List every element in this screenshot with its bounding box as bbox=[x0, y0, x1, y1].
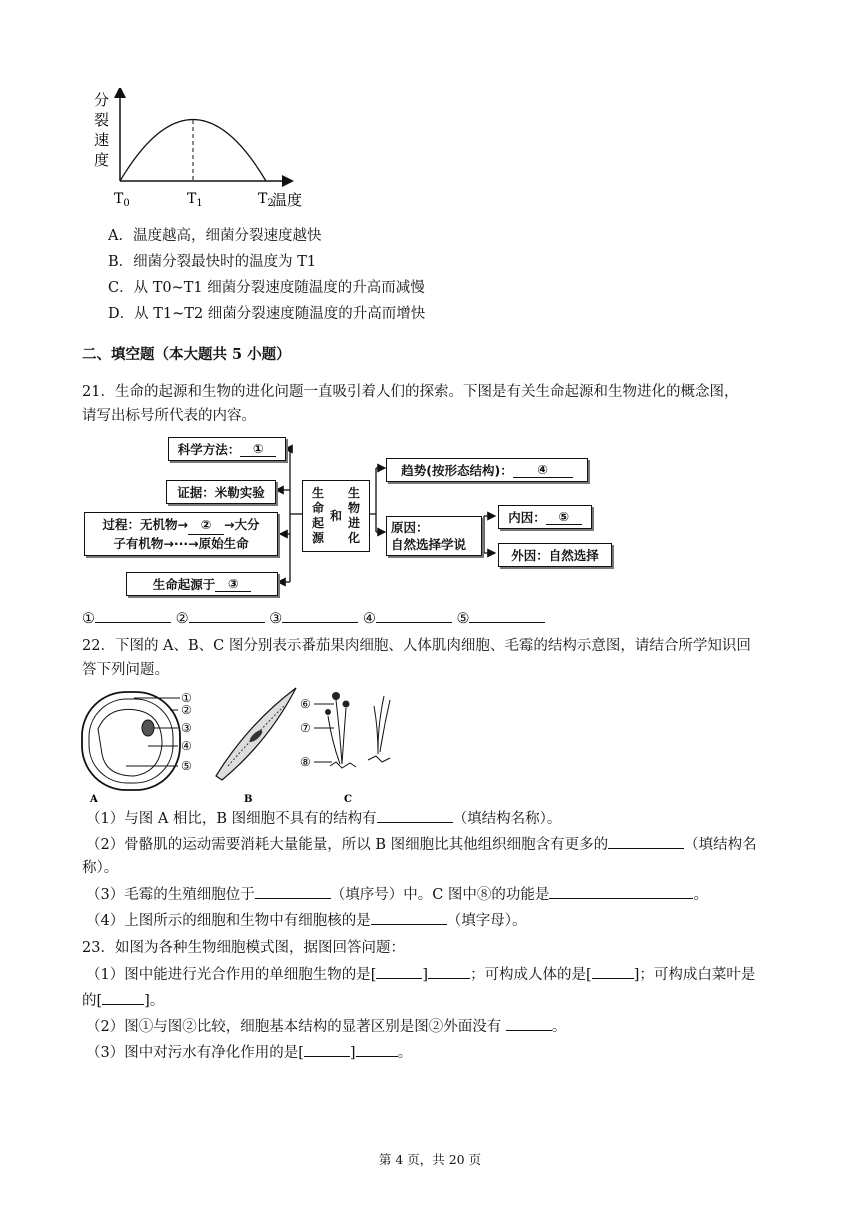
q23-blank-3[interactable] bbox=[592, 964, 634, 979]
cm-evidence: 证据：米勒实验 bbox=[166, 480, 276, 504]
concept-map bbox=[80, 432, 620, 602]
answer-blank-2[interactable] bbox=[189, 608, 265, 623]
cm-science-method: 科学方法： ① bbox=[168, 437, 286, 461]
y-label-4: 度 bbox=[94, 151, 110, 169]
cm-process: 过程：无机物→ ② →大分 子有机物→···→原始生命 bbox=[84, 512, 278, 556]
svg-text:③: ③ bbox=[181, 721, 192, 735]
page-footer: 第 4 页，共 20 页 bbox=[378, 1152, 482, 1167]
q22-figure bbox=[78, 684, 408, 806]
q22-sub2-cont: 称）。 bbox=[82, 860, 119, 876]
svg-text:C: C bbox=[344, 794, 352, 805]
y-label-1: 分 bbox=[94, 91, 110, 109]
x-axis-label: 温度 bbox=[272, 191, 303, 209]
q20-option-d: D．从 T1~T2 细菌分裂速度随温度的升高而增快 bbox=[108, 306, 426, 322]
q20-option-b: B．细菌分裂最快时的温度为 T1 bbox=[108, 254, 317, 270]
q22-blank-5[interactable] bbox=[371, 910, 447, 925]
q21-answers: ① ② ③ ④ ⑤ bbox=[82, 608, 545, 629]
svg-text:⑥: ⑥ bbox=[300, 697, 311, 711]
division-speed-graph bbox=[88, 88, 318, 218]
answer-blank-3[interactable] bbox=[282, 608, 358, 623]
q23-blank-6[interactable] bbox=[304, 1042, 350, 1057]
q23-blank-4[interactable] bbox=[102, 990, 144, 1005]
q22-sub4: （4）上图所示的细胞和生物中有细胞核的是 （填字母）。 bbox=[86, 910, 526, 931]
q23-blank-7[interactable] bbox=[356, 1042, 398, 1057]
cm-external: 外因：自然选择 bbox=[498, 543, 612, 567]
q23-sub1: （1）图中能进行光合作用的单细胞生物的是[ ] ；可构成人体的是[ ]；可构成白菜叶是 bbox=[86, 964, 755, 985]
q23-blank-2[interactable] bbox=[428, 964, 470, 979]
q21-text-line2: 请写出标号所代表的内容。 bbox=[82, 408, 256, 424]
y-label-2: 裂 bbox=[94, 111, 110, 129]
svg-text:④: ④ bbox=[181, 739, 192, 753]
q22-blank-1[interactable] bbox=[377, 808, 453, 823]
q22-blank-4[interactable] bbox=[549, 884, 693, 899]
cm-trend: 趋势(按形态结构)： ④ bbox=[386, 458, 588, 482]
q22-text-line1: 22．下图的 A、B、C 图分别表示番茄果肉细胞、人体肌肉细胞、毛霉的结构示意图，请结合所学知识回 bbox=[82, 638, 751, 654]
q22-sub2: （2）骨骼肌的运动需要消耗大量能量，所以 B 图细胞比其他组织细胞含有更多的 （填结构名 bbox=[86, 834, 757, 855]
q21-text-line1: 21．生命的起源和生物的进化问题一直吸引着人们的探索。下图是有关生命起源和生物进化的概念图， bbox=[82, 384, 739, 400]
section-title: 二、填空题（本大题共 5 小题） bbox=[82, 346, 291, 363]
svg-text:①: ① bbox=[181, 691, 192, 705]
answer-blank-4[interactable] bbox=[376, 608, 452, 623]
tick-t0: $T_0$ bbox=[114, 191, 130, 209]
cm-internal: 内因： ⑤ bbox=[498, 505, 592, 529]
answer-blank-1[interactable] bbox=[95, 608, 171, 623]
q22-blank-2[interactable] bbox=[608, 834, 684, 849]
y-label-3: 速 bbox=[94, 131, 110, 149]
cm-center: 生 命 起 源 和 生 物 进 化 bbox=[302, 480, 370, 552]
q20-option-a: A．温度越高，细菌分裂速度越快 bbox=[108, 228, 322, 244]
cm-origin: 生命起源于 ③ bbox=[126, 572, 278, 596]
svg-text:⑦: ⑦ bbox=[300, 721, 311, 735]
q23-blank-1[interactable] bbox=[376, 964, 422, 979]
q22-sub1: （1）与图 A 相比，B 图细胞不具有的结构有 （填结构名称）。 bbox=[86, 808, 561, 829]
answer-blank-5[interactable] bbox=[469, 608, 545, 623]
svg-text:⑧: ⑧ bbox=[300, 755, 311, 769]
q23-sub2: （2）图①与图②比较，细胞基本结构的显著区别是图②外面没有 。 bbox=[86, 1016, 566, 1037]
q23-title: 23．如图为各种生物细胞模式图，据图回答问题： bbox=[82, 940, 405, 956]
cm-cause: 原因： 自然选择学说 bbox=[386, 516, 482, 556]
svg-text:A: A bbox=[90, 794, 98, 805]
svg-text:B: B bbox=[244, 794, 253, 805]
q23-sub1-cont: 的[ ]。 bbox=[82, 990, 164, 1011]
svg-text:⑤: ⑤ bbox=[181, 759, 192, 773]
q22-blank-3[interactable] bbox=[255, 884, 331, 899]
q22-text-line2: 答下列问题。 bbox=[82, 662, 169, 678]
svg-text:②: ② bbox=[181, 703, 192, 717]
q23-sub3: （3）图中对污水有净化作用的是[ ] 。 bbox=[86, 1042, 412, 1063]
q22-sub3: （3）毛霉的生殖细胞位于 （填序号）中。C 图中⑧的功能是 。 bbox=[86, 884, 708, 905]
q20-option-c: C．从 T0~T1 细菌分裂速度随温度的升高而减慢 bbox=[108, 280, 425, 296]
tick-t2: $T_2$ bbox=[258, 191, 274, 209]
tick-t1: $T_1$ bbox=[187, 191, 203, 209]
q23-blank-5[interactable] bbox=[506, 1016, 552, 1031]
